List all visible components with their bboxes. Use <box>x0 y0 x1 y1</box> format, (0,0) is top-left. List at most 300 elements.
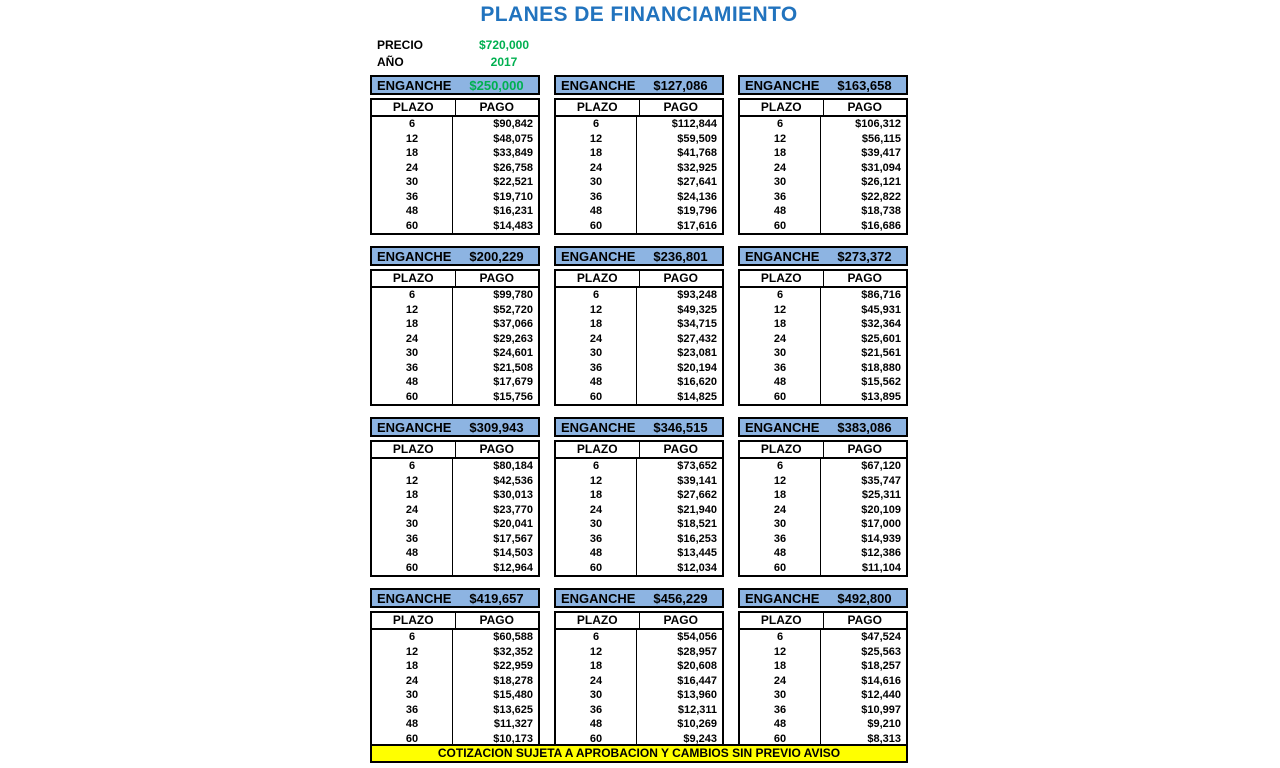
pago-cell: $80,184 <box>493 460 533 472</box>
plan-row <box>372 630 538 645</box>
plazo-cell: 60 <box>372 732 453 747</box>
plan-row <box>372 204 538 219</box>
pago-cell: $19,796 <box>677 205 717 217</box>
plazo-cell: 60 <box>740 219 821 234</box>
plazo-cell: 60 <box>372 561 453 576</box>
enganche-label: ENGANCHE <box>745 248 820 264</box>
plan-row <box>556 703 722 718</box>
pago-cell: $73,652 <box>677 460 717 472</box>
pago-column-header: PAGO <box>847 100 882 114</box>
plan-row <box>372 488 538 503</box>
plazo-cell: 18 <box>740 488 821 503</box>
plazo-cell: 30 <box>372 688 453 703</box>
pago-cell: $12,311 <box>677 703 717 716</box>
plazo-cell: 36 <box>740 190 821 205</box>
plan-row <box>740 703 906 718</box>
plan-row <box>740 303 906 318</box>
plan-row <box>556 117 722 132</box>
pago-cell: $13,445 <box>677 547 717 559</box>
plan-row <box>740 375 906 390</box>
page-title: PLANES DE FINANCIAMIENTO <box>480 3 798 26</box>
pago-cell: $12,964 <box>493 561 533 574</box>
plazo-cell: 30 <box>556 517 637 532</box>
plazo-cell: 18 <box>740 317 821 332</box>
plan-row <box>372 146 538 161</box>
plan-row <box>556 630 722 645</box>
enganche-value: $236,801 <box>653 248 708 264</box>
pago-cell: $31,094 <box>861 161 901 174</box>
plan-row <box>556 317 722 332</box>
plan-table <box>738 246 908 406</box>
plazo-cell: 6 <box>740 630 821 645</box>
pago-cell: $34,715 <box>677 318 717 330</box>
plan-row <box>740 474 906 489</box>
plan-row <box>740 390 906 405</box>
plan-row <box>740 132 906 147</box>
plazo-cell: 36 <box>740 703 821 718</box>
pago-cell: $27,432 <box>677 332 717 345</box>
plan-rows <box>556 288 722 404</box>
plazo-cell: 30 <box>740 688 821 703</box>
pago-cell: $27,641 <box>677 176 717 188</box>
pago-cell: $54,056 <box>677 631 717 643</box>
pago-cell: $12,440 <box>861 689 901 701</box>
enganche-value: $127,086 <box>653 77 708 93</box>
pago-cell: $22,521 <box>493 176 533 188</box>
plan-row <box>556 674 722 689</box>
enganche-header <box>370 588 540 608</box>
plazo-cell: 6 <box>372 459 453 474</box>
pago-cell: $25,311 <box>861 489 901 501</box>
plan-columns-header <box>556 442 722 459</box>
plan-columns-header <box>372 442 538 459</box>
plan-table <box>554 417 724 577</box>
plazo-cell: 6 <box>556 117 637 132</box>
enganche-label: ENGANCHE <box>377 419 452 435</box>
pago-column-header: PAGO <box>663 442 698 456</box>
plan-row <box>740 204 906 219</box>
plan-row <box>556 175 722 190</box>
plan-row <box>556 132 722 147</box>
pago-cell: $22,822 <box>861 190 901 203</box>
plan-row <box>740 332 906 347</box>
plan-row <box>556 645 722 660</box>
pago-cell: $15,480 <box>493 689 533 701</box>
plazo-cell: 48 <box>556 717 637 732</box>
plan-body <box>554 269 724 406</box>
plan-row <box>740 175 906 190</box>
plan-rows <box>372 630 538 746</box>
plazo-cell: 6 <box>372 630 453 645</box>
plazo-cell: 12 <box>740 303 821 318</box>
plazo-column-header: PLAZO <box>556 271 640 286</box>
year-value: 2017 <box>490 54 518 69</box>
plan-row <box>740 146 906 161</box>
plan-row <box>372 161 538 176</box>
enganche-value: $346,515 <box>653 419 708 435</box>
plan-row <box>740 561 906 576</box>
plazo-cell: 24 <box>556 503 637 518</box>
plan-row <box>740 117 906 132</box>
plan-row <box>372 317 538 332</box>
pago-cell: $14,939 <box>861 532 901 545</box>
pago-cell: $25,563 <box>861 645 901 658</box>
enganche-label: ENGANCHE <box>745 77 820 93</box>
plan-row <box>372 503 538 518</box>
pago-cell: $86,716 <box>861 289 901 301</box>
pago-column-header: PAGO <box>479 613 514 627</box>
plazo-cell: 24 <box>556 332 637 347</box>
plazo-cell: 48 <box>740 717 821 732</box>
pago-cell: $8,313 <box>867 732 901 745</box>
plan-row <box>740 688 906 703</box>
plazo-cell: 18 <box>372 488 453 503</box>
plazo-cell: 12 <box>740 474 821 489</box>
plan-body <box>554 98 724 235</box>
plan-table <box>738 75 908 235</box>
plazo-cell: 24 <box>372 674 453 689</box>
enganche-value: $200,229 <box>469 248 524 264</box>
plazo-cell: 30 <box>372 346 453 361</box>
plan-rows <box>372 117 538 233</box>
disclaimer-banner: COTIZACION SUJETA A APROBACION Y CAMBIOS SIN PREVIO AVISO <box>370 744 908 763</box>
pago-column-header: PAGO <box>847 442 882 456</box>
plazo-cell: 24 <box>372 332 453 347</box>
pago-column-header: PAGO <box>847 613 882 627</box>
pago-cell: $32,352 <box>493 645 533 658</box>
plan-row <box>556 659 722 674</box>
plan-table <box>738 417 908 577</box>
plan-body <box>738 611 908 748</box>
pago-cell: $9,243 <box>683 732 717 745</box>
plan-rows <box>556 459 722 575</box>
plan-row <box>740 488 906 503</box>
pago-cell: $24,601 <box>493 347 533 359</box>
plan-row <box>556 346 722 361</box>
pago-cell: $18,738 <box>861 205 901 217</box>
pago-cell: $20,608 <box>677 660 717 672</box>
plan-table <box>370 75 540 235</box>
plazo-cell: 30 <box>556 688 637 703</box>
plan-body <box>738 269 908 406</box>
plazo-cell: 24 <box>372 503 453 518</box>
plan-body <box>738 440 908 577</box>
enganche-header <box>738 417 908 437</box>
plan-row <box>372 674 538 689</box>
plan-body <box>738 98 908 235</box>
plan-body <box>554 611 724 748</box>
plan-row <box>372 303 538 318</box>
year-row <box>377 53 543 70</box>
plan-row <box>556 190 722 205</box>
plazo-cell: 18 <box>740 146 821 161</box>
pago-cell: $67,120 <box>861 460 901 472</box>
plazo-cell: 48 <box>372 546 453 561</box>
pago-cell: $47,524 <box>861 631 901 643</box>
enganche-label: ENGANCHE <box>561 419 636 435</box>
pago-cell: $16,447 <box>677 674 717 687</box>
plan-row <box>556 717 722 732</box>
pago-cell: $33,849 <box>493 147 533 159</box>
pago-cell: $17,616 <box>677 219 717 232</box>
plan-row <box>372 390 538 405</box>
pago-cell: $18,521 <box>677 518 717 530</box>
plan-row <box>556 503 722 518</box>
plazo-cell: 30 <box>372 517 453 532</box>
plazo-cell: 18 <box>556 146 637 161</box>
plan-rows <box>740 459 906 575</box>
price-year-block <box>377 36 543 70</box>
plazo-cell: 6 <box>556 630 637 645</box>
plazo-cell: 60 <box>372 219 453 234</box>
pago-cell: $16,686 <box>861 219 901 232</box>
pago-cell: $15,756 <box>493 390 533 403</box>
plazo-column-header: PLAZO <box>740 613 824 628</box>
plan-row <box>740 503 906 518</box>
pago-cell: $13,960 <box>677 689 717 701</box>
plan-row <box>372 659 538 674</box>
plan-row <box>372 561 538 576</box>
pago-cell: $106,312 <box>855 118 901 130</box>
pago-cell: $99,780 <box>493 289 533 301</box>
pago-cell: $32,364 <box>861 318 901 330</box>
pago-cell: $21,940 <box>677 503 717 516</box>
plazo-cell: 60 <box>740 732 821 747</box>
enganche-header <box>554 246 724 266</box>
pago-cell: $14,825 <box>677 390 717 403</box>
plan-row <box>372 517 538 532</box>
plan-row <box>556 488 722 503</box>
pago-cell: $39,417 <box>861 147 901 159</box>
plan-row <box>372 288 538 303</box>
plan-row <box>740 645 906 660</box>
enganche-value: $492,800 <box>837 590 892 606</box>
plazo-cell: 24 <box>740 332 821 347</box>
enganche-label: ENGANCHE <box>745 590 820 606</box>
enganche-value: $419,657 <box>469 590 524 606</box>
plazo-cell: 36 <box>556 532 637 547</box>
plan-row <box>372 219 538 234</box>
plan-columns-header <box>556 100 722 117</box>
plan-rows <box>740 288 906 404</box>
pago-cell: $19,710 <box>493 190 533 203</box>
pago-cell: $48,075 <box>493 132 533 145</box>
plan-row <box>372 175 538 190</box>
plazo-cell: 36 <box>372 703 453 718</box>
plazo-cell: 48 <box>740 204 821 219</box>
plazo-cell: 48 <box>372 375 453 390</box>
pago-column-header: PAGO <box>663 100 698 114</box>
enganche-value: $273,372 <box>837 248 892 264</box>
pago-cell: $12,034 <box>677 561 717 574</box>
pago-cell: $59,509 <box>677 132 717 145</box>
plan-row <box>740 161 906 176</box>
plan-columns-header <box>740 442 906 459</box>
plan-rows <box>740 117 906 233</box>
plazo-cell: 6 <box>740 117 821 132</box>
plan-row <box>556 332 722 347</box>
plan-rows <box>372 288 538 404</box>
plan-row <box>740 546 906 561</box>
plan-row <box>740 517 906 532</box>
enganche-value: $383,086 <box>837 419 892 435</box>
pago-cell: $22,959 <box>493 660 533 672</box>
plazo-cell: 6 <box>556 288 637 303</box>
plan-row <box>372 361 538 376</box>
plazo-column-header: PLAZO <box>556 613 640 628</box>
plazo-cell: 60 <box>740 561 821 576</box>
plan-row <box>372 717 538 732</box>
enganche-header <box>370 75 540 95</box>
pago-cell: $42,536 <box>493 474 533 487</box>
plazo-column-header: PLAZO <box>372 100 456 115</box>
pago-cell: $24,136 <box>677 190 717 203</box>
pago-cell: $93,248 <box>677 289 717 301</box>
plazo-cell: 60 <box>556 561 637 576</box>
plazo-cell: 18 <box>372 659 453 674</box>
pago-cell: $18,257 <box>861 660 901 672</box>
pago-cell: $17,679 <box>493 376 533 388</box>
enganche-header <box>554 75 724 95</box>
enganche-label: ENGANCHE <box>561 77 636 93</box>
plan-row <box>556 532 722 547</box>
plazo-cell: 24 <box>556 674 637 689</box>
pago-cell: $23,081 <box>677 347 717 359</box>
plazo-cell: 60 <box>556 219 637 234</box>
enganche-label: ENGANCHE <box>561 590 636 606</box>
plan-row <box>740 317 906 332</box>
pago-cell: $41,768 <box>677 147 717 159</box>
pago-cell: $14,616 <box>861 674 901 687</box>
plan-table <box>554 246 724 406</box>
pago-cell: $23,770 <box>493 503 533 516</box>
plan-row <box>740 717 906 732</box>
plan-row <box>372 459 538 474</box>
enganche-value: $163,658 <box>837 77 892 93</box>
enganche-header <box>738 588 908 608</box>
pago-cell: $28,957 <box>677 645 717 658</box>
plan-row <box>556 303 722 318</box>
plazo-cell: 6 <box>372 288 453 303</box>
plan-body <box>370 98 540 235</box>
plan-columns-header <box>556 271 722 288</box>
plan-columns-header <box>556 613 722 630</box>
plazo-cell: 6 <box>556 459 637 474</box>
plan-columns-header <box>740 100 906 117</box>
plan-columns-header <box>372 271 538 288</box>
plazo-cell: 36 <box>556 361 637 376</box>
pago-cell: $30,013 <box>493 489 533 501</box>
enganche-header <box>554 588 724 608</box>
plazo-cell: 18 <box>556 488 637 503</box>
pago-cell: $10,269 <box>677 718 717 730</box>
plazo-cell: 48 <box>556 375 637 390</box>
plazo-cell: 30 <box>556 175 637 190</box>
plazo-cell: 6 <box>740 459 821 474</box>
plan-table <box>370 417 540 577</box>
pago-cell: $18,880 <box>861 361 901 374</box>
plan-row <box>740 190 906 205</box>
plazo-cell: 48 <box>556 546 637 561</box>
plan-row <box>372 346 538 361</box>
plan-columns-header <box>740 613 906 630</box>
enganche-value: $250,000 <box>469 77 524 93</box>
plan-row <box>556 459 722 474</box>
plan-row <box>740 659 906 674</box>
pago-cell: $29,263 <box>493 332 533 345</box>
enganche-label: ENGANCHE <box>745 419 820 435</box>
pago-cell: $26,121 <box>861 176 901 188</box>
pago-cell: $112,844 <box>671 118 717 130</box>
plazo-cell: 30 <box>740 346 821 361</box>
plan-columns-header <box>372 100 538 117</box>
plazo-cell: 12 <box>556 132 637 147</box>
pago-cell: $15,562 <box>861 376 901 388</box>
plan-row <box>740 361 906 376</box>
plazo-cell: 36 <box>740 532 821 547</box>
plazo-cell: 60 <box>556 390 637 405</box>
pago-column-header: PAGO <box>479 271 514 285</box>
plazo-column-header: PLAZO <box>372 613 456 628</box>
plazo-column-header: PLAZO <box>740 442 824 457</box>
enganche-header <box>370 246 540 266</box>
plan-rows <box>556 117 722 233</box>
pago-column-header: PAGO <box>479 100 514 114</box>
plan-row <box>556 390 722 405</box>
plazo-cell: 48 <box>556 204 637 219</box>
plazo-cell: 36 <box>556 703 637 718</box>
plazo-cell: 48 <box>372 204 453 219</box>
plazo-cell: 18 <box>372 317 453 332</box>
pago-cell: $25,601 <box>861 332 901 345</box>
year-label: AÑO <box>377 54 404 69</box>
plan-table <box>554 588 724 748</box>
plazo-cell: 6 <box>740 288 821 303</box>
plazo-cell: 12 <box>372 132 453 147</box>
enganche-label: ENGANCHE <box>377 77 452 93</box>
plan-row <box>740 532 906 547</box>
plan-row <box>372 532 538 547</box>
plazo-cell: 18 <box>372 146 453 161</box>
enganche-label: ENGANCHE <box>377 590 452 606</box>
enganche-label: ENGANCHE <box>377 248 452 264</box>
plazo-cell: 60 <box>372 390 453 405</box>
pago-cell: $10,997 <box>861 703 901 716</box>
plan-row <box>556 361 722 376</box>
plazo-cell: 12 <box>372 474 453 489</box>
pago-cell: $18,278 <box>493 674 533 687</box>
plazo-column-header: PLAZO <box>740 271 824 286</box>
plan-row <box>372 474 538 489</box>
plan-row <box>740 459 906 474</box>
price-label: PRECIO <box>377 37 424 52</box>
pago-cell: $16,620 <box>677 376 717 388</box>
pago-cell: $11,104 <box>861 561 901 574</box>
plan-row <box>556 474 722 489</box>
plan-row <box>372 132 538 147</box>
plazo-cell: 24 <box>372 161 453 176</box>
plazo-cell: 12 <box>556 645 637 660</box>
pago-cell: $14,503 <box>493 547 533 559</box>
plan-row <box>556 375 722 390</box>
plan-table <box>554 75 724 235</box>
pago-cell: $16,253 <box>677 532 717 545</box>
plan-body <box>554 440 724 577</box>
pago-cell: $9,210 <box>867 718 901 730</box>
price-value: $720,000 <box>478 37 530 52</box>
price-row <box>377 36 543 53</box>
plan-rows <box>740 630 906 746</box>
